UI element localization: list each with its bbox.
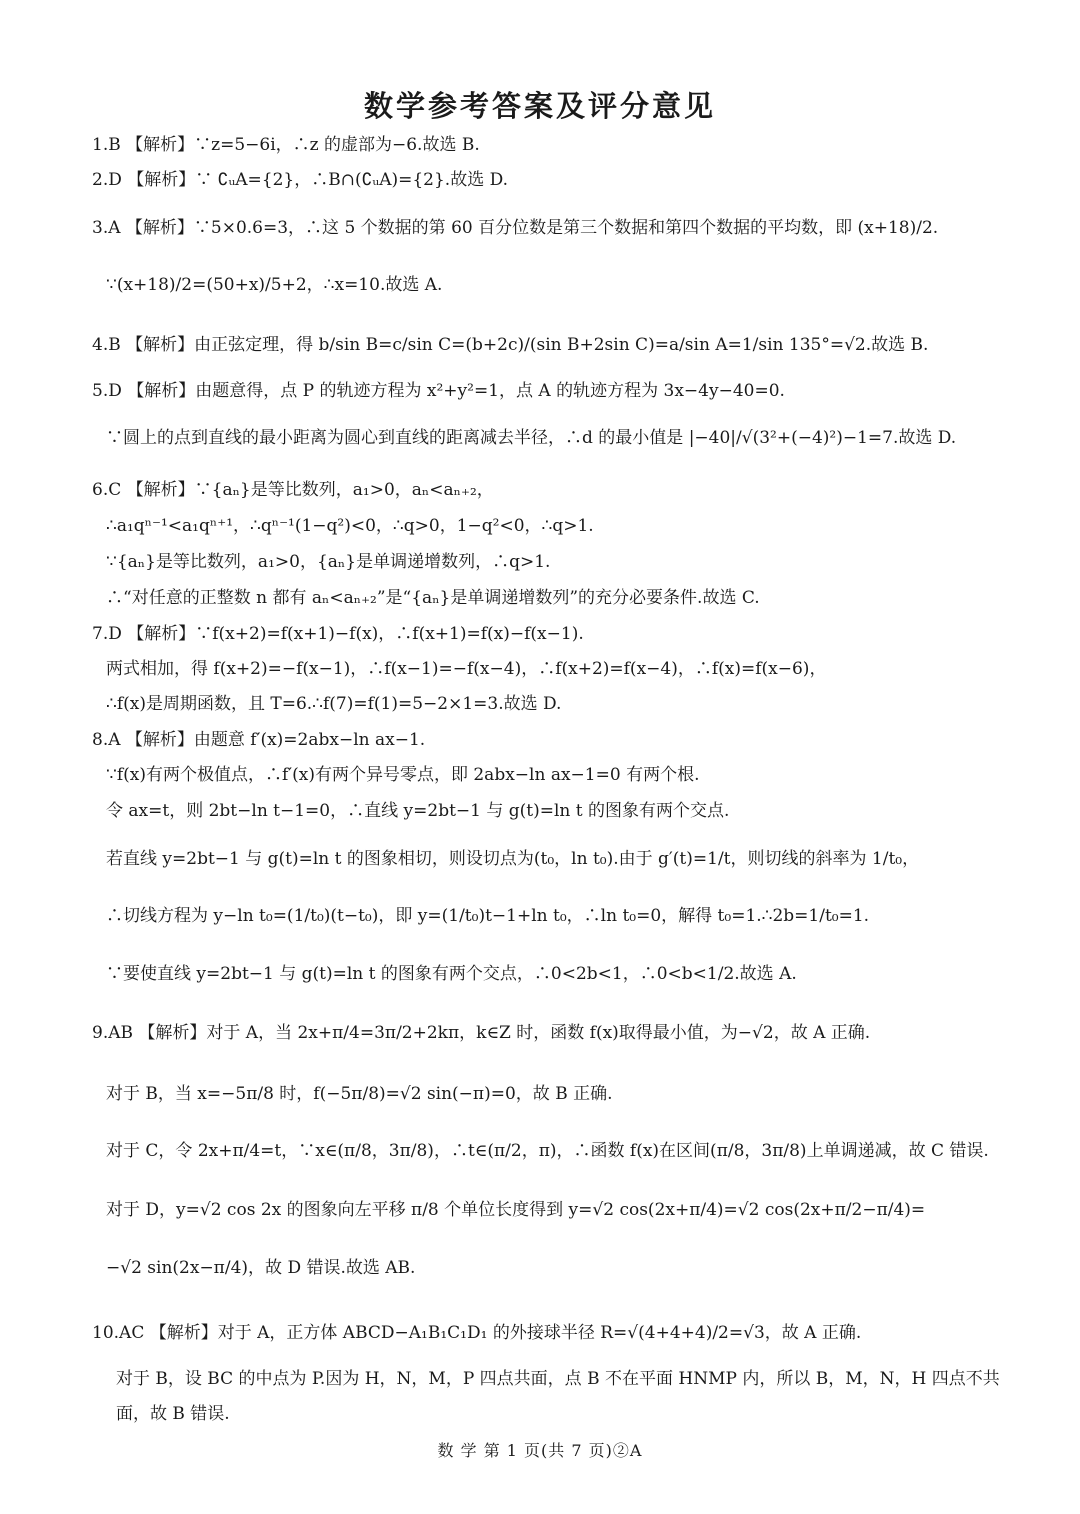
- answer-line-14: ∴f(x)是周期函数，且 T=6.∴f(7)=f(1)=5−2×1=3.故选 D.: [106, 694, 562, 714]
- answer-line-4: ∵(x+18)/2=(50+x)/5+2，∴x=10.故选 A.: [106, 275, 443, 295]
- answer-line-6: 5.D 【解析】由题意得，点 P 的轨迹方程为 x²+y²=1，点 A 的轨迹方程为 3x−4y−40=0.: [92, 381, 785, 401]
- answer-line-15: 8.A 【解析】由题意 f′(x)=2abx−ln ax−1.: [92, 730, 426, 750]
- answer-line-17: 令 ax=t，则 2bt−ln t−1=0，∴直线 y=2bt−1 与 g(t)=ln t 的图象有两个交点.: [106, 801, 730, 821]
- answer-line-9: ∴a₁qⁿ⁻¹<a₁qⁿ⁺¹，∴qⁿ⁻¹(1−q²)<0，∴q>0，1−q²<0，∴q>1.: [106, 516, 594, 536]
- answer-line-1: 1.B 【解析】∵z=5−6i，∴z 的虚部为−6.故选 B.: [92, 135, 480, 155]
- answer-line-23: 对于 C，令 2x+π/4=t，∵x∈(π/8，3π/8)，∴t∈(π/2，π)，∴函数 f(x)在区间(π/8，3π/8)上单调递减，故 C 错误.: [106, 1141, 989, 1161]
- answer-line-24: 对于 D，y=√2 cos 2x 的图象向左平移 π/8 个单位长度得到 y=√2 cos(2x+π/4)=√2 cos(2x+π/2−π/4)=: [106, 1200, 926, 1220]
- answer-line-7: ∵圆上的点到直线的最小距离为圆心到直线的距离减去半径，∴d 的最小值是 |−40|/√(3²+(−4)²)−1=7.故选 D.: [106, 428, 957, 448]
- answer-line-12: 7.D 【解析】∵f(x+2)=f(x+1)−f(x)，∴f(x+1)=f(x)−f(x−1).: [92, 624, 584, 644]
- page-title: 数学参考答案及评分意见: [363, 89, 716, 123]
- page-footer: 数 学 第 1 页(共 7 页)②A: [437, 1441, 643, 1460]
- answer-line-2: 2.D 【解析】∵ ∁ᵤA={2}，∴B∩(∁ᵤA)={2}.故选 D.: [92, 170, 509, 190]
- answer-line-22: 对于 B，当 x=−5π/8 时，f(−5π/8)=√2 sin(−π)=0，故 B 正确.: [106, 1084, 613, 1104]
- answer-line-18: 若直线 y=2bt−1 与 g(t)=ln t 的图象相切，则设切点为(t₀，ln t₀).由于 g′(t)=1/t，则切线的斜率为 1/t₀，: [106, 849, 920, 869]
- answer-line-28: 面，故 B 错误.: [116, 1404, 230, 1424]
- answer-line-25: −√2 sin(2x−π/4)，故 D 错误.故选 AB.: [106, 1258, 416, 1278]
- answer-line-27: 对于 B，设 BC 的中点为 P.因为 H，N，M，P 四点共面，点 B 不在平面 HNMP 内，所以 B，M，N，H 四点不共: [116, 1369, 1000, 1389]
- answer-line-5: 4.B 【解析】由正弦定理，得 b/sin B=c/sin C=(b+2c)/(sin B+2sin C)=a/sin A=1/sin 135°=√2.故选 B.: [92, 335, 929, 355]
- answer-line-20: ∵要使直线 y=2bt−1 与 g(t)=ln t 的图象有两个交点，∴0<2b<1，∴0<b<1/2.故选 A.: [106, 964, 797, 984]
- answer-line-19: ∴切线方程为 y−ln t₀=(1/t₀)(t−t₀)，即 y=(1/t₀)t−1+ln t₀，∴ln t₀=0，解得 t₀=1.∴2b=1/t₀=1.: [106, 906, 870, 926]
- answer-line-26: 10.AC 【解析】对于 A，正方体 ABCD−A₁B₁C₁D₁ 的外接球半径 R=√(4+4+4)/2=√3，故 A 正确.: [92, 1323, 862, 1343]
- answer-line-13: 两式相加，得 f(x+2)=−f(x−1)，∴f(x−1)=−f(x−4)，∴f(x+2)=f(x−4)，∴f(x)=f(x−6)，: [106, 659, 827, 679]
- answer-line-16: ∵f(x)有两个极值点，∴f′(x)有两个异号零点，即 2abx−ln ax−1=0 有两个根.: [106, 765, 700, 785]
- answer-line-8: 6.C 【解析】∵{aₙ}是等比数列，a₁>0，aₙ<aₙ₊₂，: [92, 480, 494, 500]
- answer-line-10: ∵{aₙ}是等比数列，a₁>0，{aₙ}是单调递增数列，∴q>1.: [106, 552, 551, 572]
- answer-line-21: 9.AB 【解析】对于 A，当 2x+π/4=3π/2+2kπ，k∈Z 时，函数 f(x)取得最小值，为−√2，故 A 正确.: [92, 1023, 871, 1043]
- answer-line-11: ∴“对任意的正整数 n 都有 aₙ<aₙ₊₂”是“{aₙ}是单调递增数列”的充分必要条件.故选 C.: [106, 588, 760, 608]
- answer-line-3: 3.A 【解析】∵5×0.6=3，∴这 5 个数据的第 60 百分位数是第三个数据和第四个数据的平均数，即 (x+18)/2.: [92, 218, 939, 238]
